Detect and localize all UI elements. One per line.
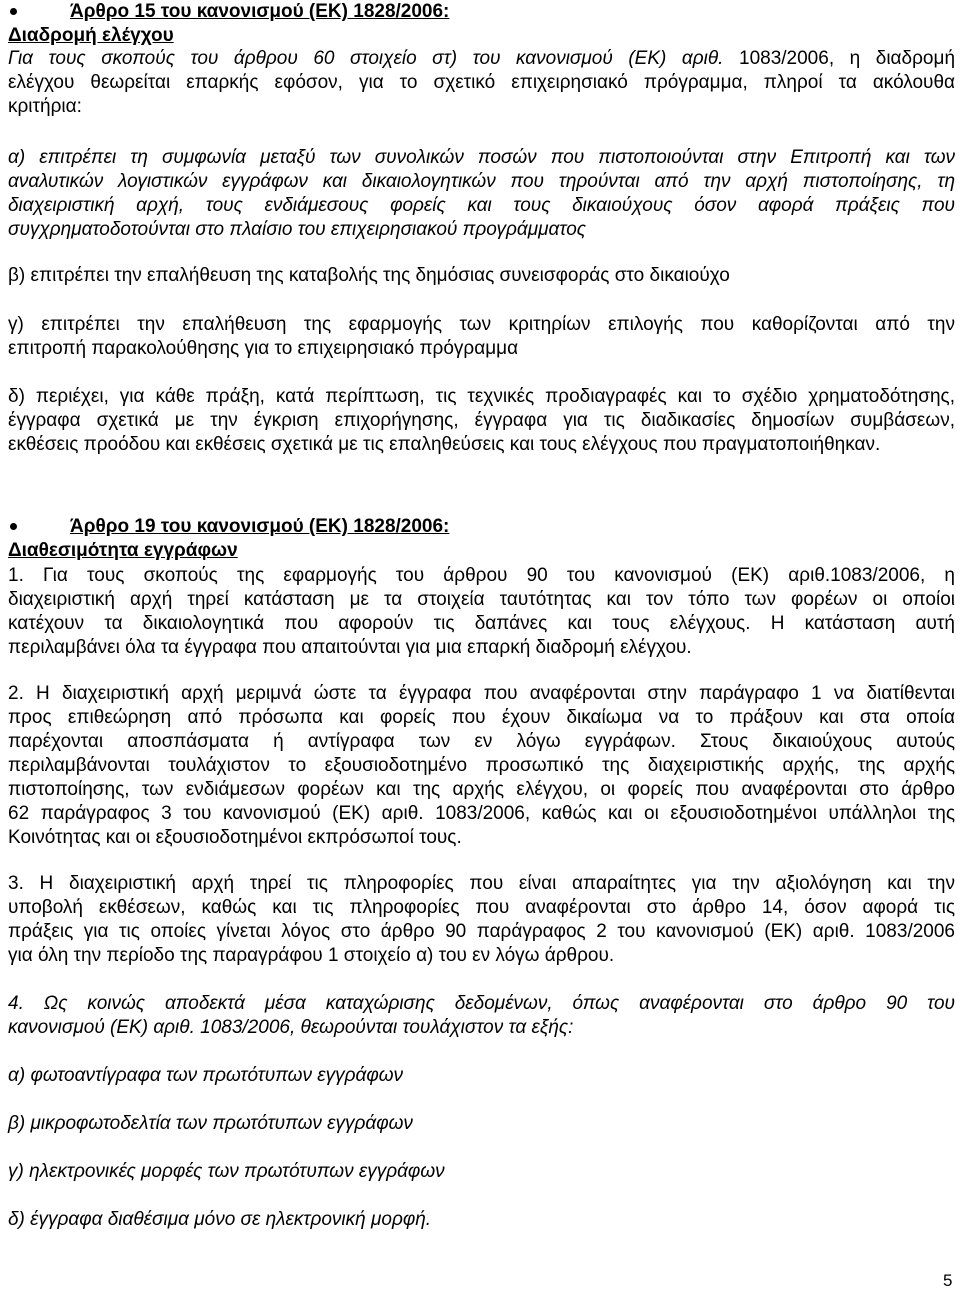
text-line: συγχρηματοδοτούνται στο πλαίσιο του επιχειρησιακού προγράμματος xyxy=(8,219,586,240)
text-line: για όλη την περίοδο της παραγράφου 1 στοιχείο α) του εν λόγω άρθρου. xyxy=(8,945,615,966)
text-line: διαχειριστική αρχή, τους ενδιάμεσους φορείς και τους δικαιούχους όσον αφορά πράξεις που xyxy=(8,195,955,216)
text-span-italic: Για τους σκοπούς του άρθρου 60 στοιχείο στ) του κανονισμού (ΕΚ) αριθ. xyxy=(8,48,724,69)
text-line: κανονισμού (ΕΚ) αριθ. 1083/2006, θεωρούνται τουλάχιστον τα εξής: xyxy=(8,1017,574,1038)
text-line: 3. Η διαχειριστική αρχή τηρεί τις πληροφορίες που είναι απαραίτητες για την αξιολόγηση και την xyxy=(8,873,955,894)
media-item xyxy=(8,1208,955,1232)
text-line: κατέχουν τα δικαιολογητικά που αφορούν τις δαπάνες και τους ελέγχους. Η κατάσταση αυτή xyxy=(8,613,955,634)
bullet-icon xyxy=(10,523,17,530)
text-line: κριτήρια: xyxy=(8,96,82,117)
paragraph-1 xyxy=(8,564,955,660)
text-line: παρέχονται αποσπάσματα ή αντίγραφα των εν λόγω εγγράφων. Στους δικαιούχους αυτούς xyxy=(8,731,955,752)
media-item xyxy=(8,1064,955,1088)
text-line: εκθέσεις προόδου και εκθέσεις σχετικά με τις επαληθεύσεις και τους ελέγχους που πραγματοποιήθηκαν. xyxy=(8,434,881,455)
section-title: Διαθεσιμότητα εγγράφων xyxy=(8,540,238,561)
article-heading-row xyxy=(8,0,955,24)
text-line: 2. Η διαχειριστική αρχή μεριμνά ώστε τα έγγραφα που αναφέρονται στην παράγραφο 1 να διατίθενται xyxy=(8,683,955,704)
text-line: γ) επιτρέπει την επαλήθευση της εφαρμογής των κριτηρίων επιλογής που καθορίζονται από την xyxy=(8,314,955,335)
text-line: επιτροπή παρακολούθησης για το επιχειρησιακό πρόγραμμα xyxy=(8,338,519,359)
article-19-header xyxy=(8,515,955,563)
text-line: διαχειριστική αρχή τηρεί κατάσταση με τα στοιχεία ταυτότητας και τον τόπο των φορέων οι οποίοι xyxy=(8,589,955,610)
section-title: Διαδρομή ελέγχου xyxy=(8,25,174,46)
page-number: 5 xyxy=(943,1271,953,1290)
text-line: 1. Για τους σκοπούς της εφαρμογής του άρθρου 90 του κανονισμού (ΕΚ) αριθ.1083/2006, η xyxy=(8,565,955,586)
text-line: προς επιθεώρηση από πρόσωπα και φορείς που έχουν δικαίωμα να το πράξουν και στα οποία xyxy=(8,707,955,728)
text-span: 1083/2006, η διαδρομή xyxy=(739,48,956,69)
list-item: δ) έγγραφα διαθέσιμα μόνο σε ηλεκτρονική μορφή. xyxy=(8,1209,432,1230)
text-line: Κοινότητας και οι εξουσιοδοτημένοι εκπρόσωποί τους. xyxy=(8,827,462,848)
text-line: α) επιτρέπει τη συμφωνία μεταξύ των συνολικών ποσών που πιστοποιούνται στην Επιτροπή και των xyxy=(8,147,955,168)
article-15-header xyxy=(8,0,955,48)
media-item xyxy=(8,1112,955,1136)
text-line: υποβολή εκθέσεων, καθώς και τις πληροφορίες που αναφέρονται στο άρθρο 14, όσον αφορά τις xyxy=(8,897,955,918)
bullet-icon xyxy=(10,8,17,15)
paragraph-3 xyxy=(8,872,955,968)
article-heading: Άρθρο 15 του κανονισμού (ΕΚ) 1828/2006: xyxy=(70,1,450,22)
article-heading-row xyxy=(8,515,955,539)
paragraph-4 xyxy=(8,992,955,1040)
list-item: β) μικροφωτοδελτία των πρωτότυπων εγγράφων xyxy=(8,1113,413,1134)
criterion-c xyxy=(8,313,955,361)
article-heading: Άρθρο 19 του κανονισμού (ΕΚ) 1828/2006: xyxy=(70,516,450,537)
text-line: πράξεις για τις οποίες γίνεται λόγος στο άρθρο 90 παράγραφος 2 του κανονισμού (ΕΚ) αριθ. 1083/2006 xyxy=(8,921,955,942)
list-item: α) φωτοαντίγραφα των πρωτότυπων εγγράφων xyxy=(8,1065,404,1086)
text-line: 4. Ως κοινώς αποδεκτά μέσα καταχώρισης δεδομένων, όπως αναφέρονται στο άρθρο 90 του xyxy=(8,993,955,1014)
intro-paragraph xyxy=(8,47,955,119)
text-line: περιλαμβάνονται τουλάχιστον το εξουσιοδοτημένο προσωπικό της διαχειριστικής αρχής, της αρχής xyxy=(8,755,955,776)
text-line: έγγραφα σχετικά με την έγκριση επιχορήγησης, έγγραφα για τις διαδικασίες δημοσίων συμβάσεων, xyxy=(8,410,955,431)
text-line: περιλαμβάνει όλα τα έγγραφα που απαιτούνται για μια επαρκή διαδρομή ελέγχου. xyxy=(8,637,692,658)
media-item xyxy=(8,1160,955,1184)
text-line: πιστοποίησης, των ενδιάμεσων φορέων και της αρχής ελέγχου, οι φορείς που αναφέρονται στο άρθρο xyxy=(8,779,955,800)
text-line: δ) περιέχει, για κάθε πράξη, κατά περίπτωση, τις τεχνικές προδιαγραφές και το σχέδιο χρηματοδότησης, xyxy=(8,386,955,407)
criterion-a xyxy=(8,146,955,242)
text-line: 62 παράγραφος 3 του κανονισμού (ΕΚ) αριθ. 1083/2006, καθώς και οι εξουσιοδοτημένοι υπάλληλοι της xyxy=(8,803,955,824)
text-line: ελέγχου θεωρείται επαρκής εφόσον, για το σχετικό επιχειρησιακό πρόγραμμα, πληροί τα ακόλουθα xyxy=(8,72,955,93)
criterion-b xyxy=(8,264,955,288)
text-line: β) επιτρέπει την επαλήθευση της καταβολής της δημόσιας συνεισφοράς στο δικαιούχο xyxy=(8,265,730,286)
paragraph-2 xyxy=(8,682,955,850)
criterion-d xyxy=(8,385,955,457)
text-line xyxy=(8,47,955,71)
text-line: αναλυτικών λογιστικών εγγράφων και δικαιολογητικών που τηρούνται από την αρχή πιστοποίησης, τη xyxy=(8,171,955,192)
list-item: γ) ηλεκτρονικές μορφές των πρωτότυπων εγγράφων xyxy=(8,1161,445,1182)
